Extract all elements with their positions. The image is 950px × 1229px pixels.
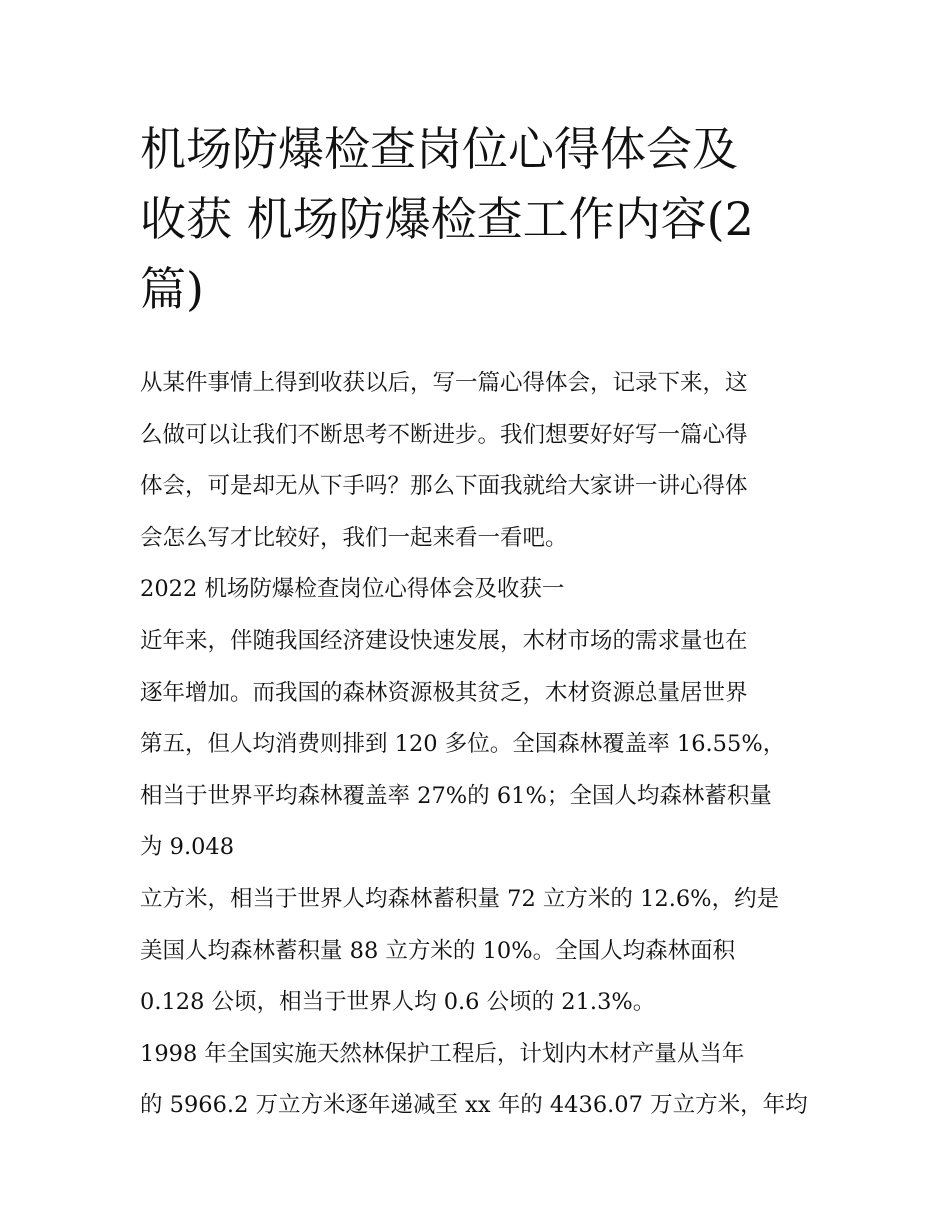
- body-line: 立方米，相当于世界人均森林蓄积量 72 立方米的 12.6%，约是: [140, 885, 780, 912]
- body-line: 近年来，伴随我国经济建设快速发展，木材市场的需求量也在: [140, 627, 748, 654]
- body-line: 从某件事情上得到收获以后，写一篇心得体会，记录下来，这: [140, 370, 748, 396]
- body-line: 体会，可是却无从下手吗？那么下面我就给大家讲一讲心得体: [140, 473, 748, 500]
- document-title: [140, 114, 820, 324]
- body-line: 0.128 公顷，相当于世界人均 0.6 公顷的 21.3%。: [140, 989, 656, 1016]
- body-line: 为 9.048: [140, 834, 235, 861]
- body-line: 第五，但人均消费则排到 120 多位。全国森林覆盖率 16.55%，: [140, 731, 786, 758]
- body-line: 会怎么写才比较好，我们一起来看一看吧。: [140, 524, 568, 551]
- document-body: [140, 358, 830, 1132]
- title-line: 收获 机场防爆检查工作内容(2: [140, 192, 754, 246]
- body-line: 1998 年全国实施天然林保护工程后，计划内木材产量从当年: [140, 1040, 745, 1067]
- body-line: 相当于世界平均森林覆盖率 27%的 61%；全国人均森林蓄积量: [140, 782, 772, 809]
- body-line: 逐年增加。而我国的森林资源极其贫乏，木材资源总量居世界: [140, 679, 748, 706]
- title-line: 篇): [140, 262, 204, 316]
- title-line: 机场防爆检查岗位心得体会及: [140, 122, 738, 176]
- body-line: 么做可以让我们不断思考不断进步。我们想要好好写一篇心得: [140, 421, 748, 448]
- section-heading: 2022 机场防爆检查岗位心得体会及收获一: [140, 576, 565, 603]
- body-line: 美国人均森林蓄积量 88 立方米的 10%。全国人均森林面积: [140, 937, 736, 964]
- body-line: 的 5966.2 万立方米逐年递减至 xx 年的 4436.07 万立方米，年均: [140, 1092, 808, 1119]
